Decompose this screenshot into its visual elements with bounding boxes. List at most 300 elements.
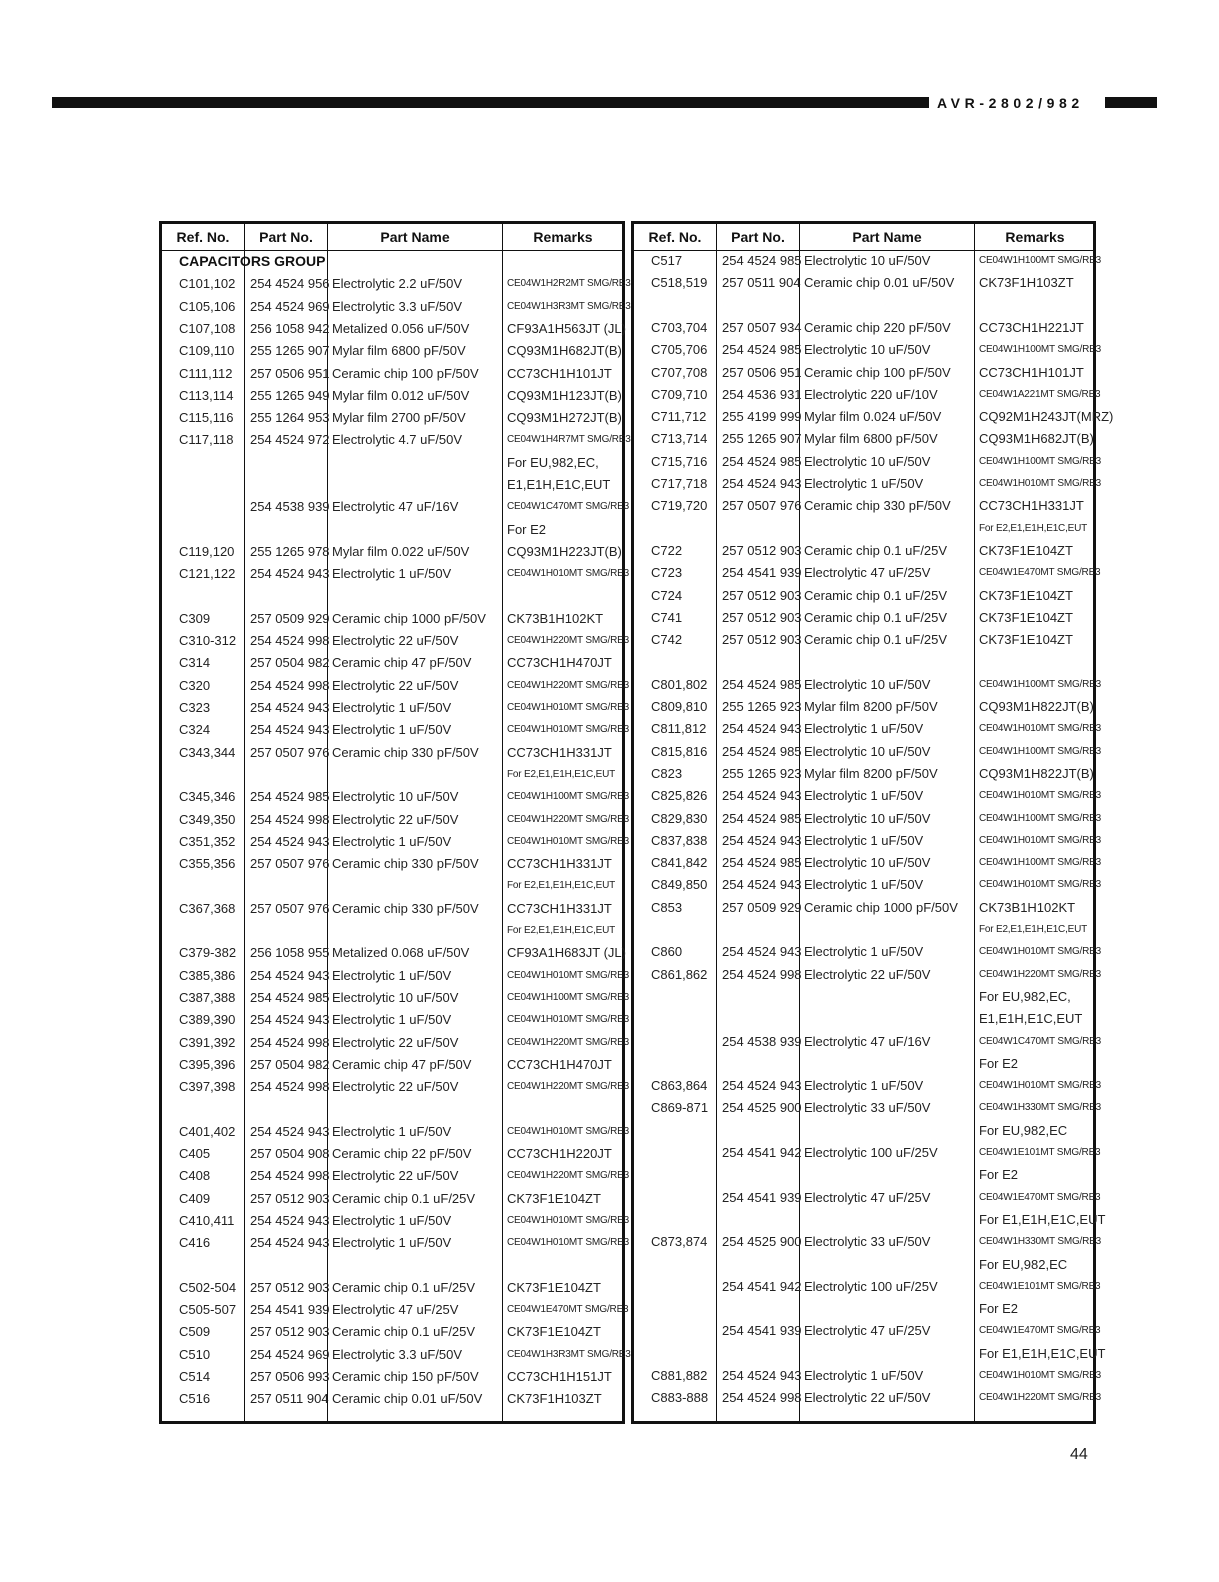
part-no-cell: 257 0511 904: [722, 275, 801, 291]
part-no-cell: 257 0506 951: [722, 364, 802, 380]
part-name-cell: Metalized 0.056 uF/50V: [332, 320, 470, 336]
part-name-cell: Electrolytic 22 uF/50V: [332, 1079, 459, 1095]
part-name-cell: Electrolytic 1 uF/50V: [804, 1078, 924, 1094]
table-row: [634, 362, 1093, 384]
part-no-cell: 254 4541 939: [722, 1323, 802, 1339]
remarks-cell: CE04W1H100MT SMG/RE3: [507, 991, 629, 1003]
ref-cell: C121,122: [179, 566, 236, 582]
part-no-cell: 254 4524 998: [722, 1390, 802, 1406]
table-row: [162, 385, 622, 407]
part-no-cell: 254 4524 985: [722, 810, 802, 826]
part-name-cell: Ceramic chip 220 pF/50V: [804, 319, 951, 335]
part-name-cell: Electrolytic 4.7 uF/50V: [332, 432, 463, 448]
table-row: [162, 942, 626, 964]
remarks-cell: CF93A1H563JT (JL): [507, 320, 626, 336]
table-row: [162, 719, 629, 741]
table-row: [162, 764, 622, 786]
table-row: [634, 986, 1093, 1008]
part-name-cell: Electrolytic 33 uF/50V: [804, 1100, 931, 1116]
ref-cell: [651, 1008, 717, 1030]
part-no-cell: 254 4524 998: [722, 966, 802, 982]
ref-cell: [651, 1276, 717, 1298]
table-row: [634, 1320, 1101, 1342]
table-row: [634, 1008, 1093, 1030]
column-header-remarks: Remarks: [533, 229, 593, 245]
ref-cell: C345,346: [179, 789, 236, 805]
ref-cell: C323: [179, 700, 211, 715]
part-name-cell: Electrolytic 3.3 uF/50V: [332, 298, 463, 314]
ref-cell: C514: [179, 1369, 211, 1384]
ref-cell: C324: [179, 722, 211, 738]
ref-cell: [179, 920, 245, 942]
part-no-cell: 254 4524 969: [250, 298, 330, 314]
ref-cell: C801,802: [651, 676, 708, 692]
part-name-cell: [804, 1298, 974, 1320]
ref-cell: C517: [651, 253, 683, 268]
part-name-cell: [804, 1053, 974, 1075]
table-row: [162, 296, 631, 318]
part-name-cell: Ceramic chip 100 pF/50V: [804, 364, 951, 380]
part-no-cell: 257 0504 982: [250, 655, 330, 671]
part-name-cell: [804, 1120, 974, 1142]
ref-cell: C809,810: [651, 699, 708, 714]
part-name-cell: Electrolytic 1 uF/50V: [332, 967, 452, 983]
part-name-cell: Electrolytic 47 uF/25V: [804, 565, 931, 581]
ref-cell: C724: [651, 587, 683, 603]
part-no-cell: [250, 519, 330, 541]
remarks-cell: CC73CH1H331JT: [507, 900, 612, 916]
part-no-cell: 254 4524 943: [250, 566, 330, 582]
ref-cell: C355,356: [179, 856, 236, 872]
remarks-cell: CC73CH1H470JT: [507, 1056, 612, 1072]
remarks-cell: CE04W1H010MT SMG/RE3: [979, 790, 1101, 802]
ref-cell: C705,706: [651, 342, 708, 358]
part-name-cell: [804, 986, 974, 1008]
remarks-cell: CE04W1H010MT SMG/RE3: [979, 1080, 1101, 1092]
ref-cell: C502-504: [179, 1279, 237, 1295]
part-no-cell: 255 4199 999: [722, 409, 802, 425]
part-no-cell: 255 1265 907: [250, 343, 330, 359]
ref-cell: [179, 452, 245, 474]
ref-cell: [179, 496, 245, 518]
ref-cell: C408: [179, 1168, 211, 1184]
part-no-cell: [250, 764, 330, 786]
table-row: [634, 785, 1101, 807]
part-name-cell: Electrolytic 47 uF/16V: [804, 1033, 931, 1049]
ref-cell: [179, 764, 245, 786]
model-title: AVR-2802/982: [937, 95, 1084, 111]
remarks-cell: CQ93M1H682JT(B): [507, 343, 622, 359]
remarks-cell: For E1,E1H,E1C,EUT: [979, 1211, 1106, 1227]
part-no-cell: 254 4524 972: [250, 432, 330, 448]
ref-cell: C853: [651, 899, 683, 915]
part-no-cell: 257 0512 903: [722, 632, 802, 648]
table-row: [162, 519, 622, 541]
ref-cell: C713,714: [651, 431, 708, 447]
part-no-cell: 254 4524 998: [250, 677, 330, 693]
part-no-cell: [722, 1254, 802, 1276]
ref-cell: C401,402: [179, 1123, 236, 1139]
table-row: [634, 1387, 1101, 1409]
table-row: [634, 585, 1093, 607]
ref-cell: C505-507: [179, 1302, 237, 1318]
part-no-cell: 254 4524 943: [722, 1078, 802, 1094]
ref-cell: C510: [179, 1346, 211, 1362]
remarks-cell: For EU,982,EC,: [507, 454, 599, 470]
ref-cell: [651, 1298, 717, 1320]
ref-cell: C516: [179, 1391, 211, 1407]
remarks-cell: CQ93M1H822JT(B): [979, 699, 1094, 714]
part-no-cell: 254 4538 939: [250, 499, 330, 515]
table-row: [634, 718, 1101, 740]
ref-cell: C314: [179, 655, 211, 671]
ref-cell: C113,114: [179, 387, 234, 403]
table-row: [634, 1231, 1101, 1253]
table-row: [634, 1031, 1101, 1053]
table-row: [162, 541, 622, 563]
table-row: [634, 540, 1093, 562]
part-no-cell: [250, 875, 330, 897]
part-name-cell: Ceramic chip 0.1 uF/25V: [804, 542, 948, 558]
ref-cell: C823: [651, 765, 683, 781]
part-name-cell: Electrolytic 1 uF/50V: [332, 566, 452, 582]
part-no-cell: 254 4524 943: [250, 722, 330, 738]
ref-cell: C320: [179, 677, 211, 693]
part-name-cell: Electrolytic 22 uF/50V: [804, 966, 931, 982]
table-row: [162, 1299, 629, 1321]
part-no-cell: 254 4524 985: [250, 989, 330, 1005]
part-no-cell: 254 4524 943: [250, 1212, 330, 1228]
ref-cell: C881,882: [651, 1368, 708, 1383]
table-row: [162, 1321, 622, 1343]
part-no-cell: 257 0506 993: [250, 1369, 330, 1384]
table-row: [162, 407, 622, 429]
table-row: [634, 830, 1101, 852]
table-row: [634, 1097, 1101, 1119]
ref-cell: [651, 986, 717, 1008]
ref-cell: C387,388: [179, 989, 236, 1005]
part-name-cell: Electrolytic 1 uF/50V: [804, 877, 924, 893]
part-no-cell: 255 1265 949: [250, 387, 330, 403]
part-name-cell: [804, 1343, 974, 1365]
part-no-cell: 254 4524 985: [250, 789, 330, 805]
part-no-cell: [722, 919, 802, 941]
table-row: [162, 675, 629, 697]
remarks-cell: CK73F1E104ZT: [979, 632, 1073, 648]
remarks-cell: E1,E1H,E1C,EUT: [507, 477, 611, 492]
ref-cell: [651, 1053, 717, 1075]
table-row: [162, 1388, 622, 1410]
remarks-cell: CC73CH1H101JT: [507, 365, 612, 381]
part-name-cell: Electrolytic 220 uF/10V: [804, 386, 938, 402]
ref-cell: [651, 1254, 717, 1276]
part-name-cell: Electrolytic 10 uF/50V: [804, 855, 931, 871]
part-no-cell: 254 4524 943: [722, 1368, 802, 1383]
part-name-cell: Mylar film 2700 pF/50V: [332, 410, 466, 426]
remarks-cell: CC73CH1H101JT: [979, 364, 1084, 380]
ref-cell: C416: [179, 1235, 211, 1251]
part-name-cell: Ceramic chip 0.01 uF/50V: [332, 1391, 483, 1407]
part-name-cell: [804, 1209, 974, 1231]
part-name-cell: Ceramic chip 150 pF/50V: [332, 1369, 479, 1384]
part-name-cell: [332, 452, 502, 474]
part-no-cell: [250, 920, 330, 942]
part-name-cell: Electrolytic 1 uF/50V: [332, 1235, 452, 1251]
part-name-cell: [804, 1254, 974, 1276]
part-name-cell: Ceramic chip 0.1 uF/25V: [804, 632, 948, 648]
ref-cell: [179, 519, 245, 541]
ref-cell: C518,519: [651, 275, 708, 291]
part-name-cell: Mylar film 0.024 uF/50V: [804, 409, 942, 425]
part-no-cell: 254 4524 943: [250, 967, 330, 983]
column-header-remarks: Remarks: [1005, 229, 1065, 245]
part-no-cell: 254 4524 998: [250, 811, 330, 827]
ref-cell: C815,816: [651, 743, 708, 759]
remarks-cell: CE04W1H100MT SMG/RE3: [507, 791, 629, 803]
part-no-cell: 255 1265 978: [250, 543, 330, 559]
ref-cell: [651, 919, 717, 941]
table-row: [634, 1164, 1093, 1186]
part-name-cell: Electrolytic 1 uF/50V: [804, 788, 924, 804]
part-name-cell: Electrolytic 47 uF/25V: [332, 1302, 459, 1318]
part-no-cell: 254 4524 943: [250, 1235, 330, 1251]
remarks-cell: CE04W1H100MT SMG/RE3: [979, 812, 1101, 824]
part-no-cell: 257 0512 903: [722, 542, 802, 558]
remarks-cell: For E2,E1,E1H,E1C,EUT: [507, 925, 616, 936]
part-no-cell: 254 4524 943: [722, 877, 802, 893]
part-name-cell: Ceramic chip 0.1 uF/25V: [332, 1279, 476, 1295]
part-no-cell: 254 4524 943: [250, 1012, 330, 1028]
ref-cell: [651, 1187, 717, 1209]
remarks-cell: CE04W1H220MT SMG/RE3: [507, 1081, 629, 1093]
remarks-cell: CE04W1H330MT SMG/RE3: [979, 1236, 1101, 1248]
table-row: [634, 852, 1101, 874]
part-name-cell: [332, 519, 502, 541]
part-no-cell: 257 0512 903: [722, 609, 802, 625]
table-row: [634, 1120, 1093, 1142]
ref-cell: C397,398: [179, 1079, 236, 1095]
part-no-cell: 254 4525 900: [722, 1100, 802, 1116]
table-row: [162, 273, 631, 295]
remarks-cell: CC73CH1H221JT: [979, 319, 1084, 335]
remarks-cell: For EU,982,EC: [979, 1122, 1068, 1138]
table-row: [162, 652, 622, 674]
part-name-cell: Electrolytic 47 uF/16V: [332, 499, 459, 515]
remarks-cell: CE04W1H010MT SMG/RE3: [507, 835, 629, 847]
part-no-cell: 257 0506 951: [250, 365, 330, 381]
part-name-cell: [332, 764, 502, 786]
remarks-cell: CE04W1E101MT SMG/RE3: [979, 1280, 1101, 1292]
part-name-cell: Metalized 0.068 uF/50V: [332, 945, 470, 961]
remarks-cell: CE04W1H220MT SMG/RE3: [507, 1036, 629, 1048]
part-name-cell: Electrolytic 10 uF/50V: [804, 453, 931, 469]
ref-cell: C709,710: [651, 386, 708, 402]
part-name-cell: Ceramic chip 330 pF/50V: [332, 856, 479, 872]
remarks-cell: CE04W1E470MT SMG/RE3: [979, 567, 1101, 579]
part-no-cell: 254 4541 942: [722, 1278, 802, 1294]
remarks-cell: For E2,E1,E1H,E1C,EUT: [507, 880, 616, 892]
remarks-cell: CK73F1H103ZT: [507, 1391, 602, 1407]
ref-cell: [651, 1343, 717, 1365]
header-rule-left: [52, 97, 929, 108]
part-name-cell: [804, 919, 974, 941]
part-name-cell: Ceramic chip 330 pF/50V: [332, 900, 479, 916]
part-name-cell: Electrolytic 33 uF/50V: [804, 1234, 931, 1250]
table-row: [634, 339, 1101, 361]
part-no-cell: 257 0507 976: [722, 498, 802, 514]
part-name-cell: Electrolytic 1 uF/50V: [332, 1212, 452, 1228]
part-no-cell: 254 4524 969: [250, 1346, 330, 1362]
remarks-cell: CE04W1H010MT SMG/RE3: [507, 702, 629, 713]
table-row: [162, 965, 629, 987]
table-row: [634, 518, 1093, 540]
part-name-cell: Electrolytic 100 uF/25V: [804, 1278, 938, 1294]
part-no-cell: 257 0509 929: [722, 899, 802, 915]
remarks-cell: CE04W1H010MT SMG/RE3: [507, 1014, 629, 1026]
part-name-cell: [804, 1164, 974, 1186]
part-no-cell: 255 1265 907: [722, 431, 802, 447]
remarks-cell: CE04W1H010MT SMG/RE3: [507, 724, 629, 736]
ref-cell: C873,874: [651, 1234, 708, 1250]
part-no-cell: 254 4524 998: [250, 1034, 330, 1050]
part-no-cell: 254 4524 985: [722, 855, 802, 871]
part-name-cell: Ceramic chip 0.1 uF/25V: [332, 1324, 476, 1340]
table-row: [162, 1165, 629, 1187]
part-name-cell: Electrolytic 22 uF/50V: [332, 1034, 459, 1050]
part-name-cell: Electrolytic 10 uF/50V: [332, 789, 459, 805]
ref-cell: C849,850: [651, 877, 708, 893]
part-no-cell: [250, 452, 330, 474]
part-name-cell: Mylar film 8200 pF/50V: [804, 699, 938, 714]
part-no-cell: 254 4524 998: [250, 1079, 330, 1095]
column-header-part-name: Part Name: [380, 229, 450, 245]
remarks-cell: CE04W1H100MT SMG/RE3: [979, 857, 1101, 869]
ref-cell: [651, 1320, 717, 1342]
table-row: [634, 941, 1101, 963]
table-row: [162, 1232, 629, 1254]
part-no-cell: 257 0512 903: [722, 587, 802, 603]
part-no-cell: [722, 1209, 802, 1231]
remarks-cell: CE04W1H100MT SMG/RE3: [979, 455, 1101, 467]
table-row: [162, 786, 629, 808]
ref-cell: C391,392: [179, 1034, 236, 1050]
part-no-cell: 256 1058 955: [250, 945, 330, 961]
part-name-cell: Electrolytic 22 uF/50V: [332, 633, 459, 649]
table-row: [634, 1075, 1101, 1097]
part-name-cell: Ceramic chip 1000 pF/50V: [332, 610, 486, 626]
table-row: [162, 875, 622, 897]
table-row: [162, 1188, 622, 1210]
remarks-cell: CC73CH1H331JT: [507, 744, 612, 760]
table-row: [634, 562, 1101, 584]
remarks-cell: CC73CH1H331JT: [507, 856, 612, 872]
part-name-cell: Electrolytic 1 uF/50V: [332, 722, 452, 738]
part-no-cell: 254 4524 943: [250, 700, 330, 715]
part-no-cell: 254 4524 985: [722, 743, 802, 759]
header-rule-right: [1105, 97, 1157, 108]
ref-cell: C385,386: [179, 967, 236, 983]
column-header-part-no: Part No.: [731, 229, 785, 245]
remarks-cell: CK73F1E104ZT: [979, 542, 1073, 558]
ref-cell: C703,704: [651, 319, 708, 335]
part-name-cell: Electrolytic 1 uF/50V: [332, 700, 452, 715]
table-row: [634, 696, 1093, 718]
ref-cell: [179, 474, 245, 496]
part-no-cell: [722, 1343, 802, 1365]
part-name-cell: Electrolytic 47 uF/25V: [804, 1323, 931, 1339]
table-row: [162, 920, 622, 942]
ref-cell: C389,390: [179, 1012, 236, 1028]
part-name-cell: Ceramic chip 330 pF/50V: [332, 744, 479, 760]
part-name-cell: Electrolytic 100 uF/25V: [804, 1145, 938, 1160]
ref-cell: C410,411: [179, 1212, 235, 1228]
part-no-cell: 255 1264 953: [250, 410, 330, 426]
remarks-cell: CK73F1E104ZT: [507, 1324, 601, 1340]
part-name-cell: Electrolytic 1 uF/50V: [804, 832, 924, 848]
table-row: [634, 741, 1101, 763]
ref-cell: C310-312: [179, 633, 237, 649]
remarks-cell: CE04W1H010MT SMG/RE3: [507, 1237, 629, 1249]
part-no-cell: 257 0512 903: [250, 1190, 330, 1206]
part-no-cell: 254 4541 939: [722, 565, 802, 581]
column-header-ref: Ref. No.: [176, 229, 230, 245]
part-no-cell: 257 0507 976: [250, 856, 330, 872]
ref-cell: C409: [179, 1190, 211, 1206]
remarks-cell: CK73F1H103ZT: [979, 275, 1074, 291]
table-row: [162, 496, 629, 518]
ref-cell: C829,830: [651, 810, 708, 826]
ref-cell: C119,120: [179, 543, 235, 559]
table-row: [634, 1209, 1106, 1231]
ref-cell: C719,720: [651, 498, 708, 514]
parts-table-right: [631, 221, 1114, 1424]
part-no-cell: 254 4536 931: [722, 386, 802, 402]
remarks-cell: For E2,E1,E1H,E1C,EUT: [979, 924, 1088, 935]
part-no-cell: 257 0509 929: [250, 610, 330, 626]
ref-cell: C115,116: [179, 410, 234, 426]
table-row: [162, 1143, 622, 1165]
table-row: [162, 630, 629, 652]
ref-cell: C109,110: [179, 343, 235, 359]
ref-cell: C715,716: [651, 453, 708, 469]
part-no-cell: 254 4525 900: [722, 1234, 802, 1250]
ref-cell: [651, 1142, 717, 1164]
part-name-cell: Mylar film 0.022 uF/50V: [332, 543, 470, 559]
table-row: [634, 1254, 1093, 1276]
table-row: [162, 563, 629, 585]
ref-cell: C711,712: [651, 409, 707, 425]
ref-cell: C722: [651, 542, 683, 558]
ref-cell: C101,102: [179, 276, 236, 292]
part-no-cell: 254 4524 985: [722, 253, 802, 268]
part-name-cell: Electrolytic 1 uF/50V: [804, 476, 924, 491]
table-row: [634, 629, 1093, 651]
remarks-cell: E1,E1H,E1C,EUT: [979, 1011, 1083, 1027]
table-row: [634, 1343, 1106, 1365]
table-row: [162, 1054, 622, 1076]
part-name-cell: Ceramic chip 100 pF/50V: [332, 365, 479, 381]
ref-cell: C883-888: [651, 1390, 709, 1406]
remarks-cell: CE04W1C470MT SMG/RE3: [507, 501, 629, 513]
table-row: [634, 428, 1093, 450]
remarks-cell: CE04W1H100MT SMG/RE3: [979, 745, 1101, 757]
remarks-cell: CE04W1H010MT SMG/RE3: [507, 1214, 629, 1226]
remarks-cell: CE04W1E470MT SMG/RE3: [979, 1191, 1101, 1203]
remarks-cell: For E2: [979, 1055, 1019, 1071]
part-name-cell: Electrolytic 1 uF/50V: [332, 1123, 452, 1139]
part-no-cell: 254 4524 943: [722, 476, 802, 491]
part-name-cell: Ceramic chip 1000 pF/50V: [804, 899, 958, 915]
